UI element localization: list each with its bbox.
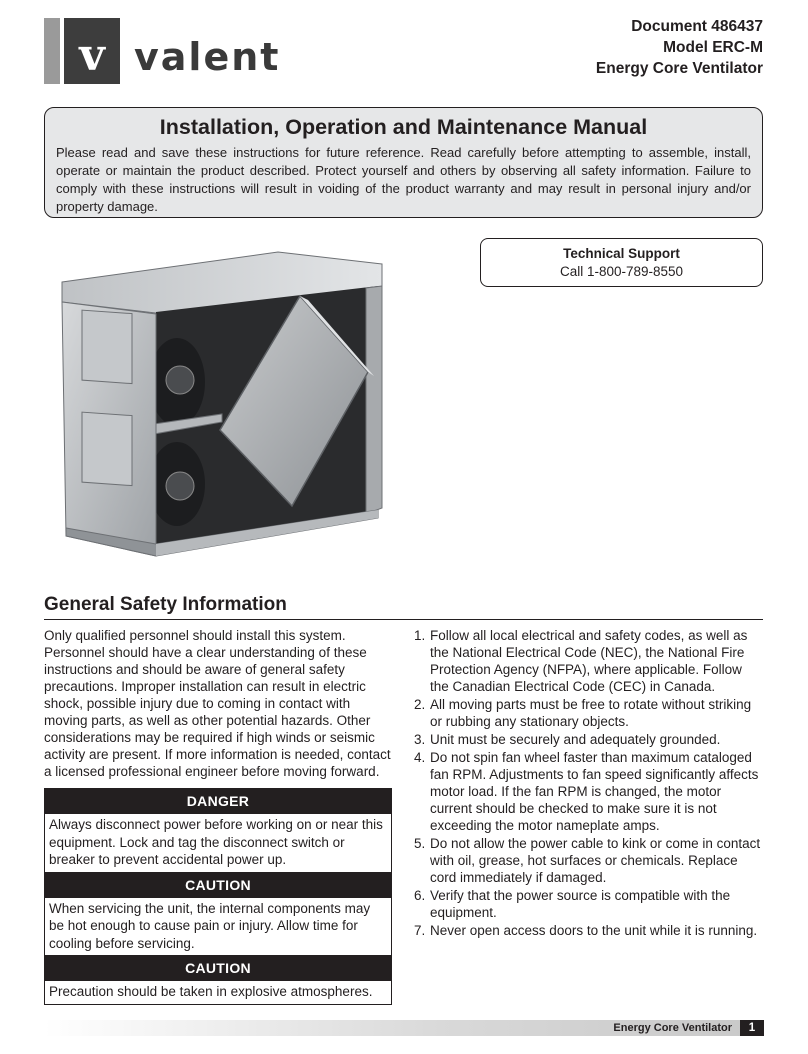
fan-upper: [149, 338, 205, 426]
list-item: [414, 835, 764, 886]
list-number: 3.: [414, 732, 426, 747]
intro-text: Please read and save these instructions for future reference. Read carefully before attempting to assemble, install, operate or maintain the product described. Protect yourself and others by observing all safety information. Failure to comply with these instructions will result in voiding of the product warranty and may result in personal injury and/or property damage.: [56, 145, 751, 214]
caution-notice: [44, 873, 392, 957]
list-text: Do not spin fan wheel faster than maximum cataloged fan RPM. Adjustments to fan speed significantly affects motor load. If the fan RPM is changed, the motor current should be checked to make sure it is not exceeding the motor nameplate amps.: [430, 750, 759, 833]
list-text: All moving parts must be free to rotate without striking or rubbing any stationary objects.: [430, 697, 752, 729]
section-heading: General Safety Information: [44, 593, 763, 620]
manual-title: Installation, Operation and Maintenance Manual: [159, 115, 648, 139]
safety-right-column: [414, 627, 764, 940]
notice-text: Always disconnect power before working on or near this equipment. Lock and tag the disconnect switch or breaker to prevent accidental power up.: [49, 817, 383, 867]
support-title: Technical Support: [563, 246, 680, 261]
intro-box: [44, 107, 763, 218]
valent-logo: [44, 18, 334, 84]
valent-logo-mark: [44, 18, 120, 84]
model-number: Model ERC-M: [663, 39, 763, 56]
support-phone[interactable]: Call 1-800-789-8550: [559, 264, 684, 279]
list-number: 2.: [414, 697, 426, 712]
list-text: Follow all local electrical and safety codes, as well as the National Electrical Code (NEC), the National Fire Protection Agency (NFPA), where applicable. Follow the Canadian Electrical Code (CEC) in Canada.: [430, 628, 748, 694]
list-item: [414, 749, 764, 834]
list-number: 5.: [414, 836, 426, 851]
danger-notice: [44, 788, 392, 873]
safety-list: [414, 627, 764, 939]
technical-support-box: [480, 238, 763, 287]
product-image: [52, 244, 392, 566]
list-text: Never open access doors to the unit while it is running.: [430, 923, 758, 938]
notice-label: CAUTION: [45, 956, 391, 981]
list-item: [414, 887, 764, 921]
product-name: Energy Core Ventilator: [595, 60, 763, 77]
logo-letter: v: [79, 30, 105, 81]
safety-paragraph: Only qualified personnel should install this system. Personnel should have a clear understanding of these instructions and should be aware of general safety precautions. Improper installation can result in electric shock, possible injury due to coming in contact with moving parts, as well as other potential hazards. Other considerations may be required if high winds or seismic activity are present. If more information is needed, contact a licensed professional engineer before moving forward.: [44, 628, 391, 779]
list-number: 7.: [414, 923, 426, 938]
list-text: Verify that the power source is compatible with the equipment.: [430, 888, 731, 920]
notice-text: Precaution should be taken in explosive atmospheres.: [49, 984, 373, 999]
safety-left-column: [44, 627, 392, 1005]
brand-name: valent: [134, 35, 281, 79]
caution-notice: [44, 956, 392, 1005]
page-number: 1: [740, 1020, 764, 1036]
list-item: [414, 922, 764, 939]
list-item: [414, 731, 764, 748]
list-text: Unit must be securely and adequately grounded.: [430, 732, 721, 747]
notice-text: When servicing the unit, the internal components may be hot enough to cause pain or injury. Allow time for cooling before servicing.: [49, 900, 371, 951]
list-item: [414, 627, 764, 695]
document-meta: [596, 16, 763, 79]
notice-label: CAUTION: [45, 873, 391, 898]
document-number: Document 486437: [631, 18, 763, 35]
fan-lower: [149, 442, 205, 526]
footer-label: Energy Core Ventilator: [613, 1022, 732, 1034]
list-item: [414, 696, 764, 730]
list-number: 1.: [414, 628, 426, 643]
list-number: 4.: [414, 750, 426, 765]
list-number: 6.: [414, 888, 426, 903]
list-text: Do not allow the power cable to kink or come in contact with oil, grease, hot surfaces or chemicals. Replace cord immediately if damaged.: [430, 836, 761, 885]
notice-label: DANGER: [45, 789, 391, 814]
